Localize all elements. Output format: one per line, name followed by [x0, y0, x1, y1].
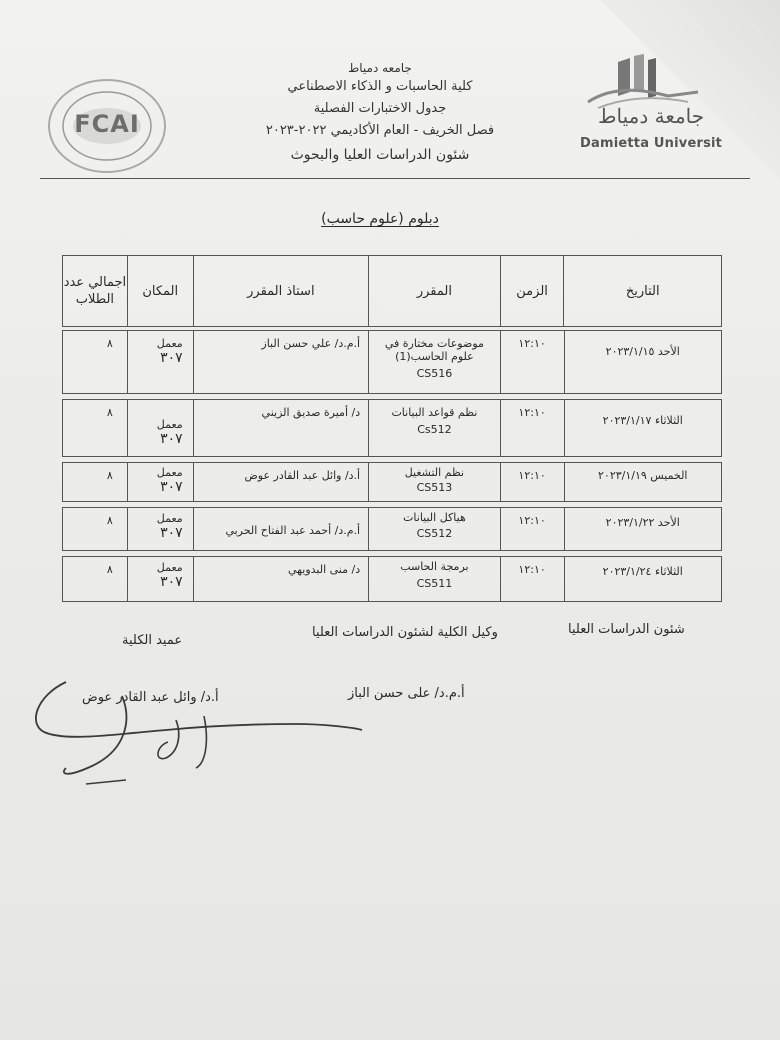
logo-arabic-name: جامعة دمياط — [598, 104, 705, 128]
course-name: نظم قواعد البيانات — [391, 406, 478, 419]
row-date: الثلاثاء ٢٠٢٣/١/١٧ — [564, 400, 722, 456]
place-name: معمل — [156, 512, 183, 525]
footer-vice-dean: وكيل الكلية لشئون الدراسات العليا — [312, 625, 498, 640]
row-count: ٨ — [106, 514, 113, 527]
place-number: ٣٠٧ — [160, 479, 183, 495]
course-code: Cs512 — [417, 423, 452, 436]
course-code: CS512 — [416, 527, 453, 540]
row-date: الثلاثاء ٢٠٢٣/١/٢٤ — [564, 557, 722, 601]
row-professor: د/ منى البدويهي — [193, 557, 368, 601]
table-row — [62, 556, 722, 602]
faculty-name: كلية الحاسبات و الذكاء الاصطناعي — [287, 79, 473, 94]
vice-dean-name: أ.م.د/ على حسن الباز — [348, 686, 465, 701]
course-code: CS511 — [416, 577, 453, 590]
logo-english-name: Damietta Universit — [580, 136, 723, 151]
row-date: الخميس ٢٠٢٣/١/١٩ — [564, 463, 722, 501]
course-code: CS513 — [416, 481, 453, 494]
row-course — [368, 331, 500, 393]
row-place — [127, 400, 193, 456]
university-emblem-icon — [578, 52, 738, 112]
row-place — [127, 331, 193, 393]
row-professor: أ.م.د/ أحمد عبد الفتاح الحربي — [193, 508, 368, 550]
damietta-university-logo — [578, 52, 738, 152]
row-count: ٨ — [106, 406, 113, 419]
header-date: التاريخ — [563, 256, 721, 326]
footer-dean: عميد الكلية — [122, 633, 183, 648]
row-course — [368, 557, 500, 601]
place-number: ٣٠٧ — [160, 574, 183, 590]
place-number: ٣٠٧ — [160, 350, 183, 366]
table-row — [62, 507, 722, 551]
footer-grad-affairs: شئون الدراسات العليا — [568, 622, 685, 637]
dean-signature — [26, 676, 386, 796]
fcai-logo-text: FCAI — [74, 110, 140, 138]
document-header — [230, 60, 530, 166]
row-place — [127, 557, 193, 601]
course-name: برمجة الحاسب — [400, 560, 469, 573]
course-name: نظم التشغيل — [404, 466, 465, 479]
header-course: المقرر — [368, 256, 500, 326]
row-professor: أ.د/ وائل عبد القادر عوض — [193, 463, 368, 501]
row-time: ١٢:١٠ — [500, 400, 564, 456]
row-count: ٨ — [106, 469, 113, 482]
place-name: معمل — [156, 337, 183, 350]
place-number: ٣٠٧ — [160, 431, 183, 447]
row-place — [127, 463, 193, 501]
row-time: ١٢:١٠ — [500, 557, 564, 601]
row-time: ١٢:١٠ — [500, 508, 564, 550]
row-course — [368, 508, 500, 550]
row-time: ١٢:١٠ — [500, 331, 564, 393]
table-row — [62, 330, 722, 394]
header-professor: استاذ المقرر — [193, 256, 368, 326]
row-professor: أ.م.د/ علي حسن الباز — [193, 331, 368, 393]
table-header-row — [62, 255, 722, 327]
header-student-count: اجمالي عدد الطلاب — [63, 275, 127, 307]
header-time: الزمن — [500, 256, 564, 326]
term-label: فصل الخريف - العام الأكاديمي ٢٠٢٢-٢٠٢٣ — [265, 123, 495, 138]
table-row — [62, 399, 722, 457]
exam-schedule-table — [62, 255, 722, 602]
dean-name: أ.د/ وائل عبد القادر عوض — [82, 690, 219, 705]
table-row — [62, 462, 722, 502]
course-name: هياكل البيانات — [403, 511, 466, 524]
schedule-title: جدول الاختبارات الفصلية — [313, 101, 447, 116]
place-name: معمل — [156, 561, 183, 574]
place-name: معمل — [156, 466, 183, 479]
program-title: دبلوم (علوم حاسب) — [321, 211, 439, 227]
row-time: ١٢:١٠ — [500, 463, 564, 501]
course-name: موضوعات مختارة في علوم الحاسب(1) — [384, 337, 484, 363]
header-place: المكان — [127, 256, 193, 326]
university-name: جامعه دمياط — [348, 61, 412, 75]
row-date: الأحد ٢٠٢٣/١/٢٢ — [564, 508, 722, 550]
row-count: ٨ — [106, 337, 113, 350]
fcai-logo — [44, 74, 170, 178]
row-professor: د/ أميرة صديق الزيني — [193, 400, 368, 456]
place-number: ٣٠٧ — [160, 525, 183, 541]
place-name: معمل — [156, 418, 183, 431]
row-course — [368, 463, 500, 501]
department-name: شئون الدراسات العليا والبحوث — [290, 147, 470, 163]
row-date: الأحد ٢٠٢٣/١/١٥ — [564, 331, 722, 393]
row-place — [127, 508, 193, 550]
header-divider — [40, 178, 750, 179]
row-count: ٨ — [106, 563, 113, 576]
row-course — [368, 400, 500, 456]
course-code: CS516 — [416, 367, 453, 380]
